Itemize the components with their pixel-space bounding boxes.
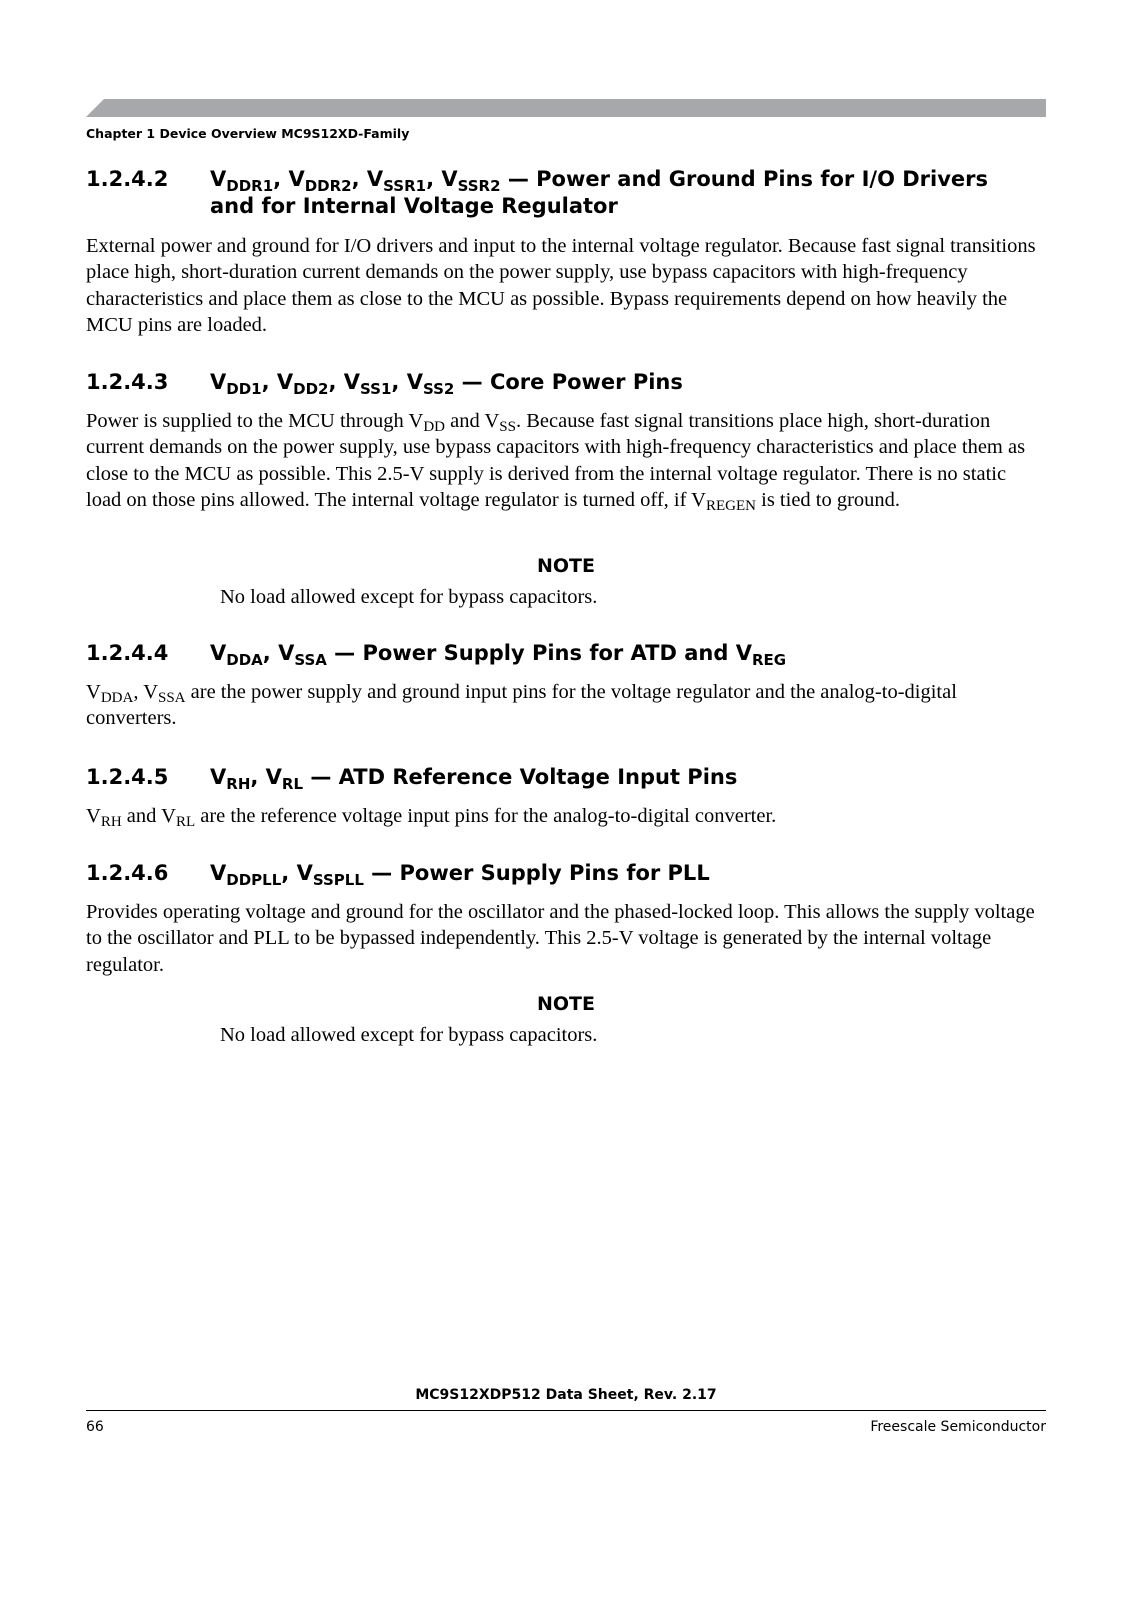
note-title: NOTE: [537, 555, 595, 577]
note-block: [86, 993, 1046, 1047]
section-body: Provides operating voltage and ground for the oscillator and the phased-locked loop. This allows the supply voltage to the oscillator and PLL to be bypassed independently. This 2.5-V voltage is generated by the internal voltage regulator.: [86, 901, 1035, 976]
note-text: No load allowed except for bypass capacitors.: [220, 1024, 598, 1046]
page-number: 66: [86, 1419, 104, 1435]
note-block: [86, 555, 1046, 609]
company-name: Freescale Semiconductor: [870, 1419, 1046, 1435]
section-heading: 1.2.4.4 $V_{DDA}$, $V_{SSA}$ — Power Supply Pins for ATD and $V_{REG}$: [86, 641, 787, 669]
section-heading: 1.2.4.6 $V_{DDPLL}$, $V_{SSPLL}$ — Power Supply Pins for PLL: [86, 861, 710, 889]
footer-document-title: MC9S12XDP512 Data Sheet, Rev. 2.17: [415, 1387, 717, 1403]
running-head: Chapter 1 Device Overview MC9S12XD-Family: [86, 126, 410, 141]
header-bar-shape: [86, 99, 1046, 117]
section-body: External power and ground for I/O drivers and input to the internal voltage regulator. Because fast signal transitions place high, short-duration current demands on the power supply, use bypass capacitors with high-frequency characteristics and place them as close to the MCU as possible. Bypass requirements depend on how heavily the MCU pins are loaded.: [86, 235, 1036, 336]
section-1-2-4-4: [86, 640, 1046, 732]
section-1-2-4-6: [86, 860, 1046, 978]
section-heading: 1.2.4.3 $V_{DD1}$, $V_{DD2}$, $V_{SS1}$, $V_{SS2}$ — Core Power Pins: [86, 370, 683, 398]
section-heading: 1.2.4.2 $V_{DDR1}$, $V_{DDR2}$, $V_{SSR1}$, $V_{SSR2}$ — Power and Ground Pins for I/O Drivers and for Internal Voltage Regulator: [86, 167, 989, 218]
note-title: NOTE: [537, 993, 595, 1015]
note-text: No load allowed except for bypass capacitors.: [220, 586, 598, 608]
footer-rule: [86, 1410, 1046, 1411]
section-number: 1.2.4.4: [86, 641, 169, 665]
section-heading: 1.2.4.5 $V_{RH}$, $V_{RL}$ — ATD Reference Voltage Input Pins: [86, 765, 738, 793]
section-1-2-4-3: [86, 369, 1046, 513]
section-body: $V_{RH}$ and $V_{RL}$ are the reference voltage input pins for the analog-to-digital converter.: [86, 805, 777, 830]
section-body: $V_{DDA}$, $V_{SSA}$ are the power supply and ground input pins for the voltage regulator and the analog-to-digital converters.: [86, 681, 957, 730]
section-heading-line2: and for Internal Voltage Regulator: [210, 194, 618, 218]
header-decorative-bar: [86, 99, 1046, 117]
section-1-2-4-5: [86, 764, 1046, 829]
section-body: Power is supplied to the MCU through $V_{DD}$ and $V_{SS}$. Because fast signal transitions place high, short-duration current demands on the power supply, use bypass capacitors with high-frequency characteristics and place them as close to the MCU as possible. This 2.5-V supply is derived from the internal voltage regulator. There is no static load on those pins allowed. The internal voltage regulator is turned off, if $V_{REGEN}$ is tied to ground.: [86, 410, 1026, 514]
section-number: 1.2.4.2: [86, 167, 169, 191]
section-1-2-4-2: [86, 166, 1046, 338]
section-number: 1.2.4.5: [86, 765, 169, 789]
section-number: 1.2.4.6: [86, 861, 169, 885]
section-number: 1.2.4.3: [86, 370, 169, 394]
